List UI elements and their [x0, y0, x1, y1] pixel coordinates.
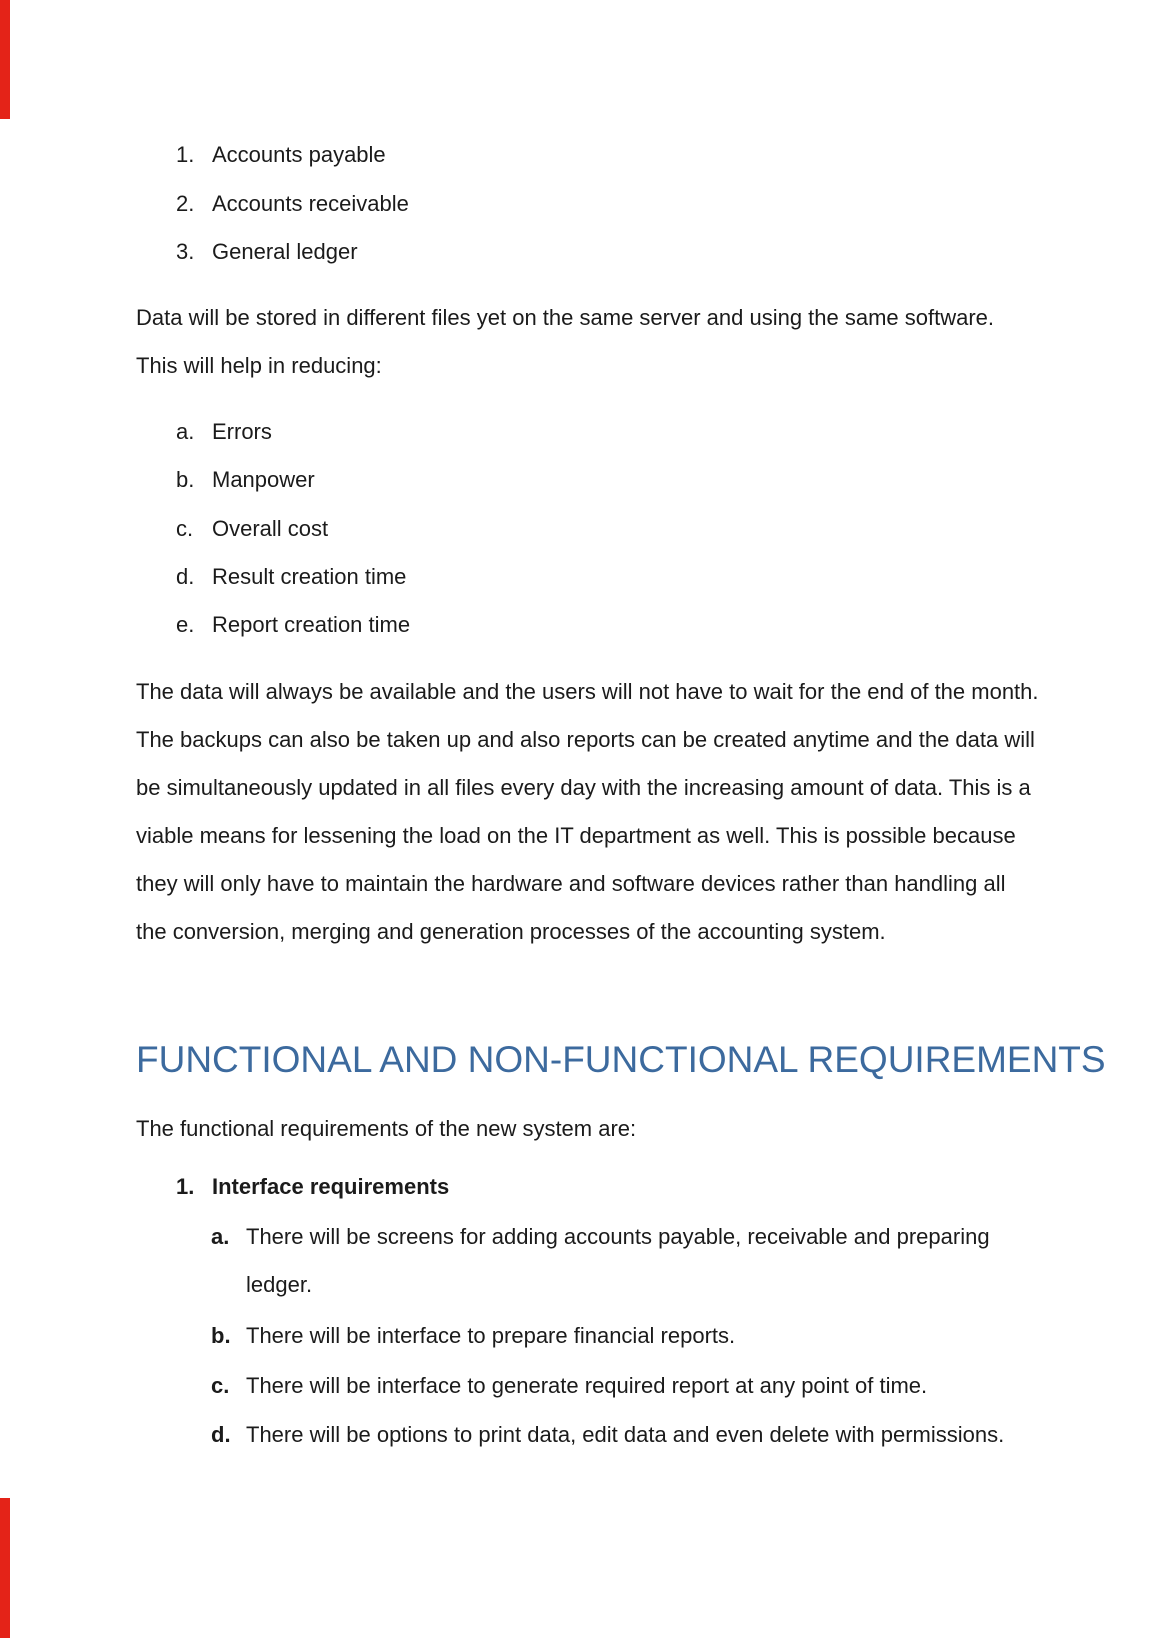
paragraph-line: Data will be stored in different files yet on the same server and using the same software.	[136, 305, 995, 330]
list-marker: 1.	[176, 142, 195, 167]
lettered-list-item	[176, 505, 328, 553]
list-item-text: There will be screens for adding accounts payable, receivable and preparing	[246, 1224, 990, 1249]
list-marker: c.	[211, 1373, 230, 1398]
ordered-list-item	[176, 228, 358, 276]
red-edge-mark-top	[0, 0, 10, 119]
list-item-text-continuation: ledger.	[246, 1272, 313, 1297]
list-item-text: Manpower	[212, 467, 315, 492]
paragraph-line: viable means for lessening the load on the IT department as well. This is possible because	[136, 823, 1016, 848]
paragraph-line: This will help in reducing:	[136, 353, 382, 378]
list-item-text: Accounts receivable	[212, 191, 409, 216]
list-item-text: Report creation time	[212, 612, 411, 637]
sub-list-item	[211, 1362, 927, 1410]
list-marker: e.	[176, 612, 195, 637]
list-item-text: Errors	[212, 419, 272, 444]
list-item-text: Overall cost	[212, 516, 329, 541]
list-marker: c.	[176, 516, 194, 541]
list-marker: d.	[176, 564, 195, 589]
paragraph-functional-intro: The functional requirements of the new system are:	[136, 1116, 637, 1141]
sub-list-item	[211, 1213, 990, 1309]
list-item-text: Accounts payable	[212, 142, 386, 167]
red-edge-mark-bottom	[0, 1498, 10, 1638]
paragraph-line: The data will always be available and the users will not have to wait for the end of the month.	[136, 679, 1039, 704]
sub-list-item	[211, 1312, 735, 1360]
list-marker: a.	[211, 1224, 230, 1249]
list-item-text: There will be interface to prepare financial reports.	[246, 1323, 736, 1348]
list-marker: b.	[176, 467, 195, 492]
lettered-list-item	[176, 601, 410, 649]
ordered-list-item	[176, 180, 409, 228]
lettered-list-item	[176, 408, 272, 456]
list-marker: a.	[176, 419, 195, 444]
requirements-list-title	[176, 1163, 449, 1211]
lettered-list-item	[176, 553, 406, 601]
list-marker: 2.	[176, 191, 195, 216]
list-marker: d.	[211, 1422, 231, 1447]
paragraph-line: the conversion, merging and generation processes of the accounting system.	[136, 919, 886, 944]
paragraph-storage	[136, 294, 994, 390]
paragraph-line: The backups can also be taken up and also reports can be created anytime and the data will	[136, 727, 1035, 752]
list-item-text: Result creation time	[212, 564, 407, 589]
list-marker: 1.	[176, 1174, 195, 1199]
list-marker: b.	[211, 1323, 231, 1348]
list-item-text: There will be interface to generate required report at any point of time.	[246, 1373, 928, 1398]
section-heading: FUNCTIONAL AND NON-FUNCTIONAL REQUIREMENTS	[136, 1039, 1106, 1080]
sub-list-item	[211, 1411, 1004, 1459]
paragraph-availability	[136, 668, 1039, 956]
list-item-text: General ledger	[212, 239, 358, 264]
ordered-list-item	[176, 131, 386, 179]
list-marker: 3.	[176, 239, 195, 264]
paragraph-line: be simultaneously updated in all files every day with the increasing amount of data. This is a	[136, 775, 1031, 800]
list-item-text: There will be options to print data, edit data and even delete with permissions.	[246, 1422, 1005, 1447]
list-title-text: Interface requirements	[212, 1174, 450, 1199]
lettered-list-item	[176, 456, 315, 504]
paragraph-line: they will only have to maintain the hardware and software devices rather than handling all	[136, 871, 1006, 896]
